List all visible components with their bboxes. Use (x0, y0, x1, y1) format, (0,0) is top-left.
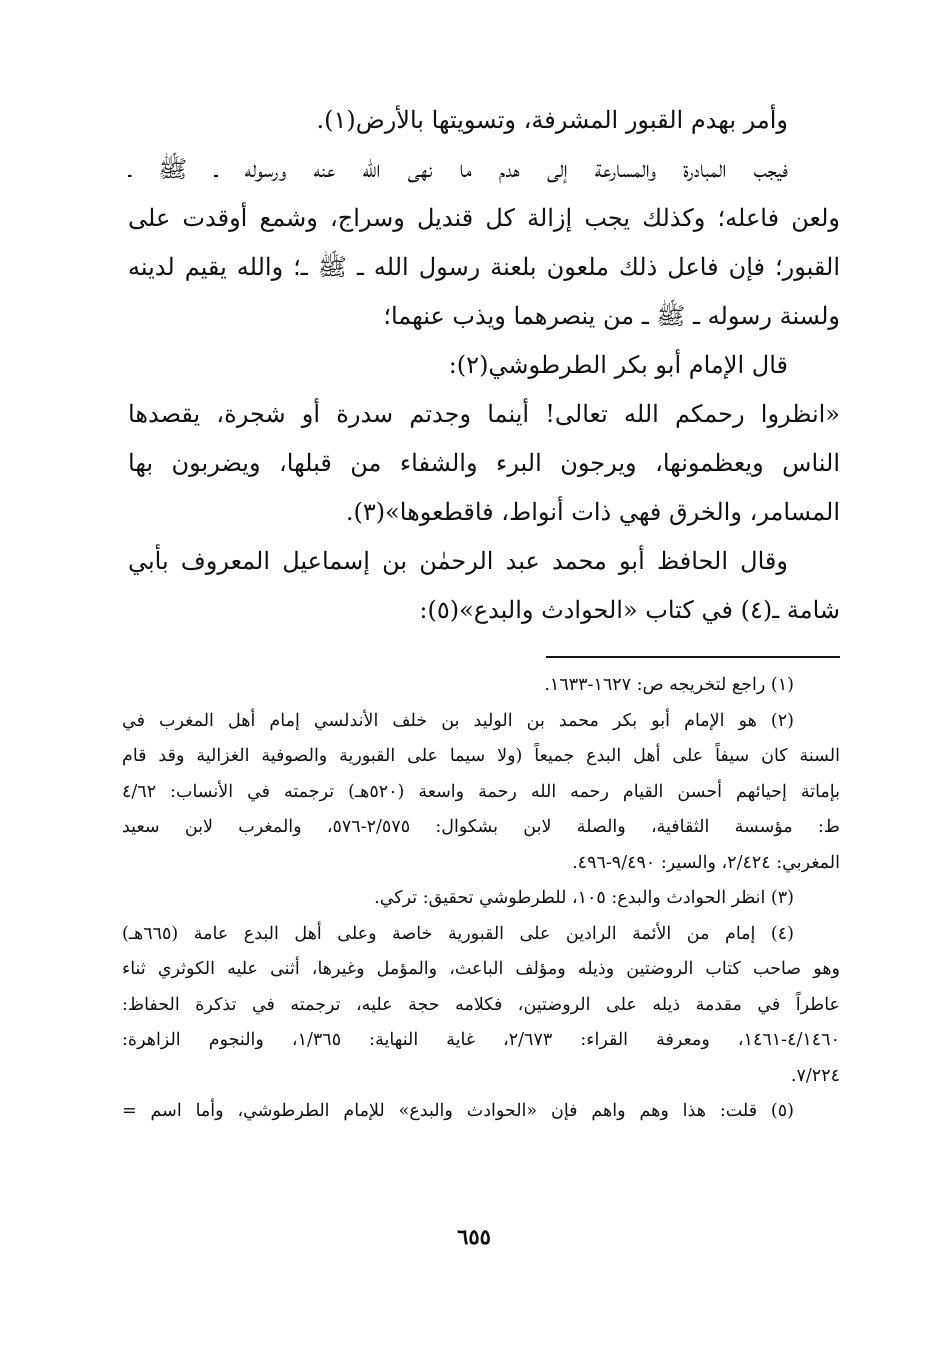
text-line: فيجب المبادرة والمسارعة إلى هدم ما نهى الله عنه ورسوله ـ ﷺ ـ (128, 155, 788, 183)
text-line: وقال الحافظ أبو محمد عبد الرحمٰن بن إسماعيل المعروف بأبي (128, 547, 788, 575)
footnote-line: (٢) هو الإمام أبو بكر محمد بن الوليد بن خلف الأندلسي إمام أهل المغرب في (122, 710, 794, 731)
text-line: ولسنة رسوله ـ ﷺ ـ من ينصرهما ويذب عنهما؛ (383, 302, 840, 330)
footnote-line: وهو صاحب كتاب الروضتين وذيله ومؤلف الباعث، والمؤمل وغيرها، أثنى عليه الكوثري ثناء (122, 959, 840, 979)
footnote-line: السنة كان سيفاً على أهل البدع جميعاً (ولا سيما على القبورية والصوفية الغزالية وقد قام (122, 746, 840, 766)
text-line: قال الإمام أبو بكر الطرطوشي(٢): (448, 351, 788, 379)
text-line: شامة ـ(٤) في كتاب «الحوادث والبدع»(٥): (419, 596, 840, 624)
text-line: «انظروا رحمكم الله تعالى! أينما وجدتم سدرة أو شجرة، يقصدها (128, 400, 840, 428)
text-line: وأمر بهدم القبور المشرفة، وتسويتها بالأرض(١). (316, 106, 788, 134)
footnote-line: عاطراً في مقدمة ذيله على الروضتين، فكلامه حجة عليه، ترجمته في تذكرة الحفاظ: (122, 994, 840, 1015)
footnote-line: (٥) قلت: هذا وهم واهم فإن «الحوادث والبدع» للإمام الطرطوشي، وأما اسم = (122, 1101, 794, 1121)
main-text (128, 96, 840, 635)
text-line: المسامر، والخرق فهي ذات أنواط، فاقطعوها»(٣). (345, 498, 840, 526)
footnote-line: ٧/٢٢٤. (790, 1065, 840, 1086)
text-line: الناس ويعظمونها، ويرجون البرء والشفاء من قبلها، ويضربون بها (128, 449, 840, 477)
footnote-line: ٤/١٤٦٠-١٤٦١، ومعرفة القراء: ٢/٦٧٣، غاية النهاية: ١/٣٦٥، والنجوم الزاهرة: (122, 1030, 840, 1050)
footnote-line: (٣) انظر الحوادث والبدع: ١٠٥، للطرطوشي تحقيق: تركي. (374, 888, 794, 908)
footnote-line: (٤) إمام من الأئمة الرادين على القبورية خاصة وعلى أهل البدع عامة (٦٦٥هـ) (122, 923, 794, 944)
footnote-separator (546, 656, 840, 658)
footnote-line: (١) راجع لتخريجه ص: ١٦٢٧-١٦٣٣. (544, 675, 794, 695)
footnote-line: المغربي: ٢/٤٢٤، والسير: ٩/٤٩٠-٤٩٦. (572, 852, 840, 873)
text-line: القبور؛ فإن فاعل ذلك ملعون بلعنة رسول الله ـ ﷺ ـ؛ والله يقيم لدينه (128, 253, 840, 281)
text-line: ولعن فاعله؛ وكذلك يجب إزالة كل قنديل وسراج، وشمع أوقدت على (128, 204, 840, 232)
footnotes (122, 668, 840, 1130)
page-number: ٦٥٥ (457, 1224, 491, 1249)
footnote-line: ط: مؤسسة الثقافية، والصلة لابن بشكوال: ٢/٥٧٥-٥٧٦، والمغرب لابن سعيد (122, 817, 840, 837)
footnote-line: بإماتة إحيائهم أحسن القيام رحمه الله رحمة واسعة (٥٢٠هـ) ترجمته في الأنساب: ٤/٦٢ (122, 781, 840, 802)
